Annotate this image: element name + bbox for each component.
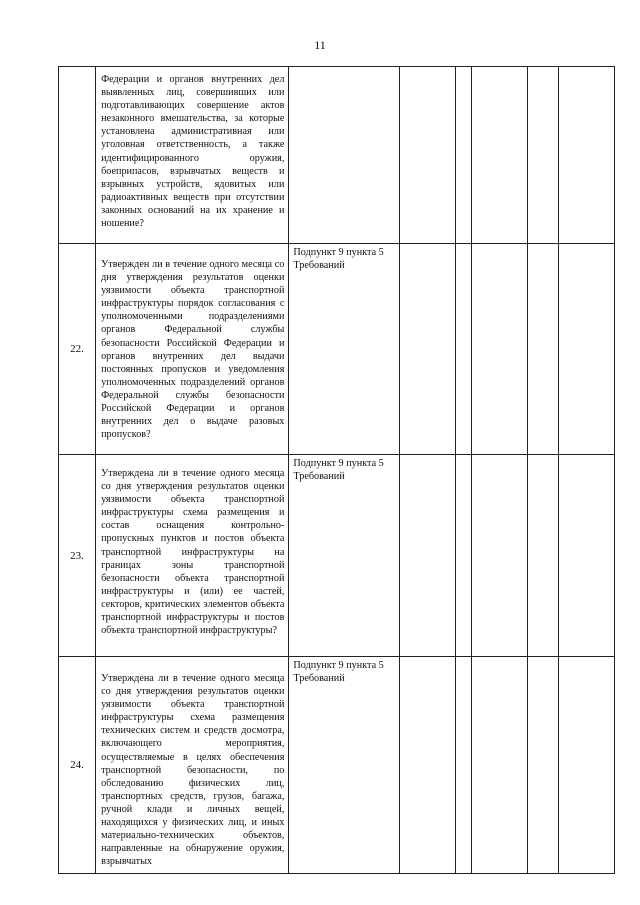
reference-cell (289, 657, 399, 874)
question-cell (96, 657, 289, 874)
empty-cell (399, 455, 455, 657)
empty-cell (558, 67, 614, 244)
empty-cell (527, 657, 558, 874)
question-cell (96, 244, 289, 455)
empty-cell (399, 244, 455, 455)
empty-cell (471, 244, 527, 455)
empty-cell (471, 657, 527, 874)
page-number: 11 (314, 38, 326, 52)
table-row (59, 657, 615, 874)
question-text: Утвержден ли в течение одного месяца со дня утверждения результатов оценки уязвимости объекта транспортной инфраструктуры порядок согласования с уполномоченными подразделениями органов Федеральной службы безопасности Российской Федерации и органов внутренних дел выдачи постоянных пропусков и уведомления уполномоченных подразделений органов Федеральной службы безопасности Российской Федерации и органов внутренних дел о выдаче разовых пропусков? (101, 259, 285, 441)
empty-cell (455, 244, 471, 455)
table-row (59, 244, 615, 455)
empty-cell (558, 455, 614, 657)
question-text: Федерации и органов внутренних дел выявленных лиц, совершивших или подготавливающих совершение актов незаконного вмешательства, за которые установлена административная или уголовная ответственность, а также идентифицированного оружия, боеприпасов, взрывчатых веществ и взрывных устройств, ядовитых или радиоактивных веществ при отсутствии законных оснований на их хранение и ношение? (101, 74, 285, 230)
reference-text: Подпункт 9 пункта 5 Требований (293, 458, 384, 482)
reference-cell (289, 67, 399, 244)
empty-cell (527, 67, 558, 244)
empty-cell (455, 455, 471, 657)
question-text: Утверждена ли в течение одного месяца со дня утверждения результатов оценки уязвимости объекта транспортной инфраструктуры схема размещения технических систем и средств досмотра, включающего мероприятия, осуществляемые в целях обеспечения транспортной безопасности, по обследованию физических лиц, транспортных средств, грузов, багажа, ручной клади и личных вещей, находящихся у физических лиц, и иных материально-технических объектов, направленные на обнаружение оружия, взрывчатых (101, 673, 285, 868)
reference-text (289, 67, 398, 70)
reference-text: Подпункт 9 пункта 5 Требований (293, 660, 384, 684)
table-row (59, 67, 615, 244)
row-number: 22. (59, 244, 96, 455)
checklist-table (58, 66, 615, 874)
question-text: Утверждена ли в течение одного месяца со дня утверждения результатов оценки уязвимости объекта транспортной инфраструктуры схема размещения и состав оснащения контрольно-пропускных пунктов и постов объекта транспортной инфраструктуры на границах зоны транспортной безопасности объекта транспортной инфраструктуры и (или) ее частей, секторов, критических элементов объекта транспортной инфраструктуры и постов объекта транспортной инфраструктуры? (101, 468, 285, 637)
empty-cell (471, 455, 527, 657)
empty-cell (455, 67, 471, 244)
reference-cell (289, 455, 399, 657)
row-number: 24. (59, 657, 96, 874)
empty-cell (471, 67, 527, 244)
empty-cell (558, 244, 614, 455)
question-cell (96, 67, 289, 244)
table-row (59, 455, 615, 657)
row-number (59, 67, 96, 244)
reference-cell (289, 244, 399, 455)
empty-cell (527, 244, 558, 455)
empty-cell (399, 67, 455, 244)
empty-cell (399, 657, 455, 874)
question-cell (96, 455, 289, 657)
row-number: 23. (59, 455, 96, 657)
empty-cell (558, 657, 614, 874)
empty-cell (527, 455, 558, 657)
empty-cell (455, 657, 471, 874)
reference-text: Подпункт 9 пункта 5 Требований (293, 247, 384, 271)
